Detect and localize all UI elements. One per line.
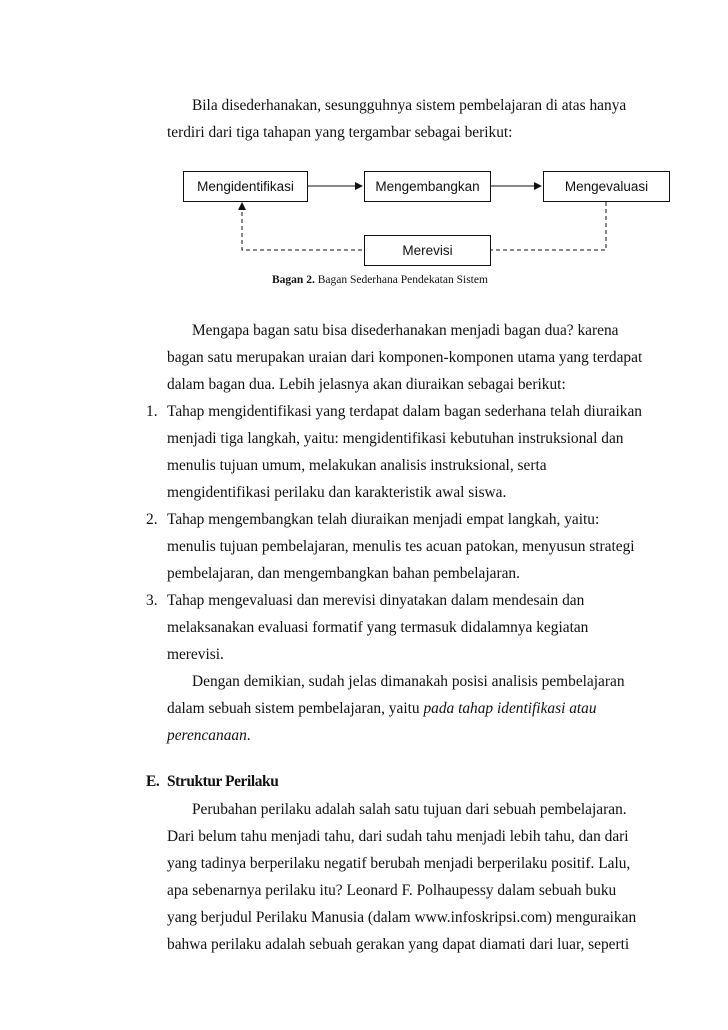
list-number: 2. [146, 511, 158, 528]
section-letter: E. [146, 773, 160, 790]
list-item-1-line-4: mengidentifikasi perilaku dan karakteristik awal siswa. [167, 484, 507, 501]
para3-line-1: Dengan demikian, sudah jelas dimanakah posisi analisis pembelajaran [192, 673, 625, 690]
para2-line-2: bagan satu merupakan uraian dari komponen-komponen utama yang terdapat [167, 349, 643, 366]
dashed-revise-to-identify [242, 203, 362, 250]
list-item-2-line-2: menulis tujuan pembelajaran, menulis tes acuan patokan, menyusun strategi [167, 538, 635, 555]
box-develop: Mengembangkan [364, 171, 491, 202]
para3-line-2-italic: pada tahap identifikasi atau [423, 700, 597, 717]
list-item-3-line-2: melaksanakan evaluasi formatif yang termasuk didalamnya kegiatan [167, 619, 589, 636]
list-item-1-line-2: menjadi tiga langkah, yaitu: mengidentifikasi kebutuhan instruksional dan [167, 430, 624, 447]
list-item-3-line-3: merevisi. [167, 646, 224, 663]
para3-line-3-italic: perencanaan [167, 727, 247, 744]
box-identify: Mengidentifikasi [183, 171, 308, 202]
para2-line-1: Mengapa bagan satu bisa disederhanakan menjadi bagan dua? karena [192, 322, 619, 339]
para4-line-3: yang tadinya berperilaku negatif berubah menjadi berperilaku positif. Lalu, [167, 855, 631, 872]
caption-label: Bagan 2. [272, 274, 315, 286]
box-revise: Merevisi [364, 235, 491, 266]
intro-line-1: Bila disederhanakan, sesungguhnya sistem pembelajaran di atas hanya [192, 97, 627, 114]
para3-line-2 [167, 700, 597, 718]
list-item-2-line-3: pembelajaran, dan mengembangkan bahan pembelajaran. [167, 565, 520, 582]
para4-line-1: Perubahan perilaku adalah salah satu tujuan dari sebuah pembelajaran. [192, 801, 627, 818]
caption-text: Bagan Sederhana Pendekatan Sistem [317, 274, 488, 286]
list-item-1-line-1: Tahap mengidentifikasi yang terdapat dalam bagan sederhana telah diuraikan [167, 403, 642, 420]
para3-line-3-period: . [246, 727, 251, 744]
para3-line-2-text: dalam sebuah sistem pembelajaran, yaitu [167, 700, 424, 717]
list-item-1-line-3: menulis tujuan umum, melakukan analisis instruksional, serta [167, 457, 547, 474]
box-evaluate: Mengevaluasi [543, 171, 670, 202]
para4-line-4: apa sebenarnya perilaku itu? Leonard F. Polhaupessy dalam sebuah buku [167, 882, 617, 899]
dashed-evaluate-to-revise [491, 202, 606, 250]
list-item-2-line-1: Tahap mengembangkan telah diuraikan menjadi empat langkah, yaitu: [167, 511, 600, 528]
list-number: 1. [146, 403, 158, 420]
list-item-3-line-1: Tahap mengevaluasi dan merevisi dinyatakan dalam mendesain dan [167, 592, 585, 609]
para2-line-3: dalam bagan dua. Lebih jelasnya akan diuraikan sebagai berikut: [167, 376, 566, 393]
section-title: Struktur Perilaku [167, 773, 279, 790]
list-number: 3. [146, 592, 158, 609]
para4-line-5: yang berjudul Perilaku Manusia (dalam www.infoskripsi.com) menguraikan [167, 909, 637, 926]
para4-line-6: bahwa perilaku adalah sebuah gerakan yang dapat diamati dari luar, seperti [167, 936, 630, 953]
diagram-caption [272, 274, 488, 286]
intro-line-2: terdiri dari tiga tahapan yang tergambar sebagai berikut: [167, 124, 513, 141]
para3-line-3 [167, 727, 251, 745]
para4-line-2: Dari belum tahu menjadi tahu, dari sudah tahu menjadi lebih tahu, dan dari [167, 828, 629, 845]
